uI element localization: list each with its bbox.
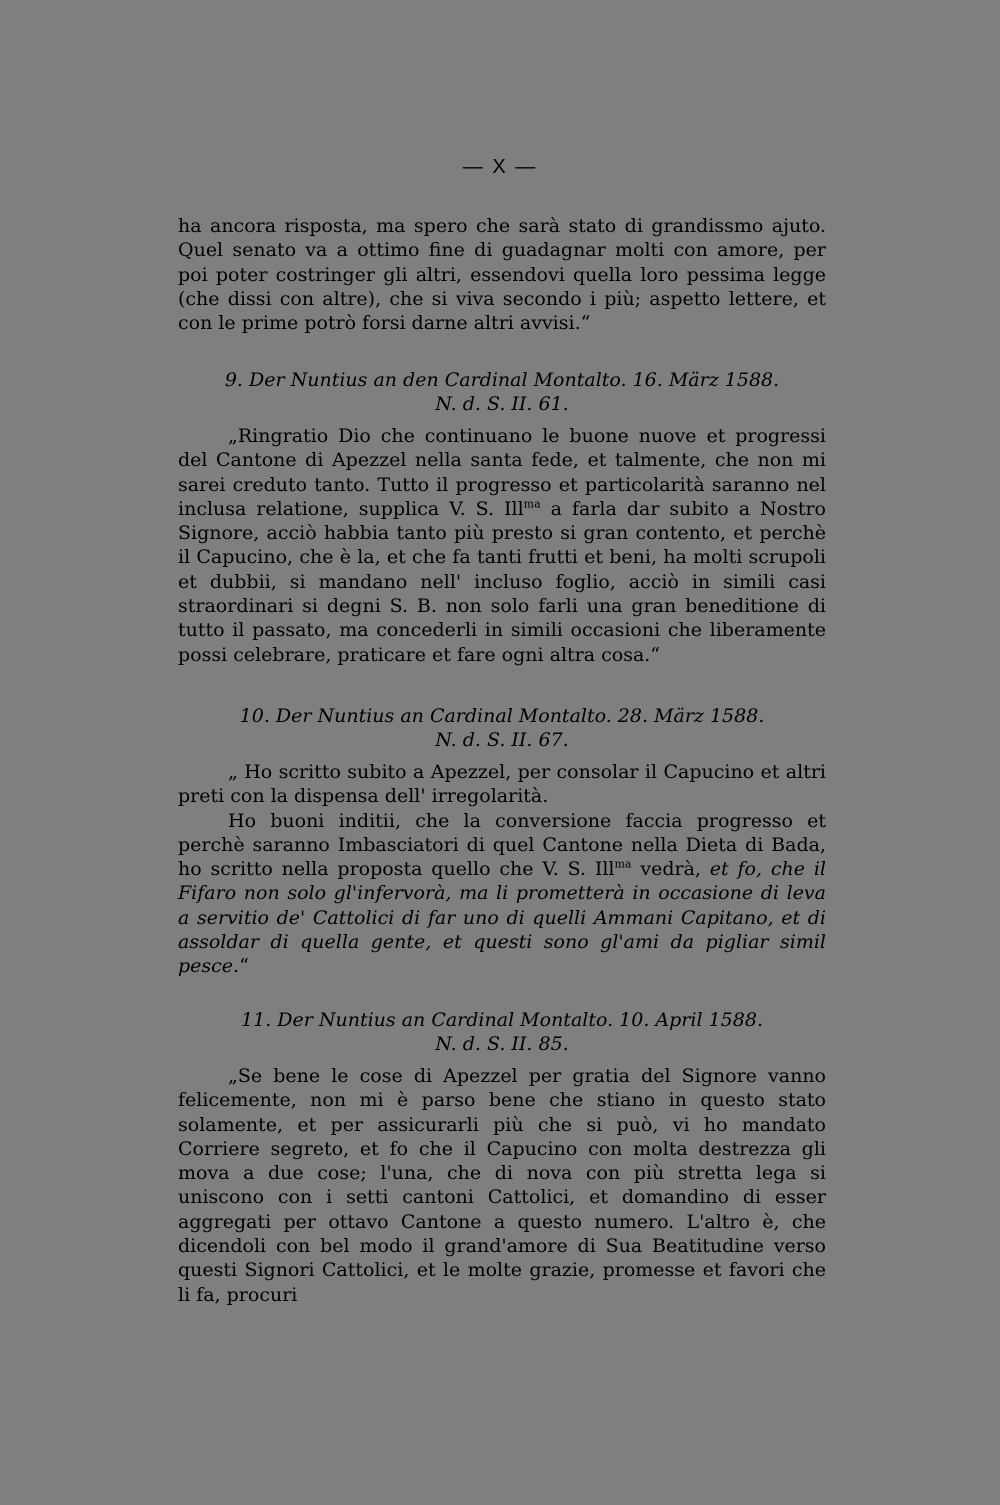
letter-paragraph: „Se bene le cose di Apezzel per gratia del Signore vanno felicemente, non mi è parso bene che stiano in questo stato solamente, et per assicurarli più che si può, vi ho mandato Corriere segreto, et fo che il Capucino con molta destrezza gli mova a due cose; l'una, che di nova con più stretta lega si uniscono con i setti cantoni Cattolici, et domandino di esser aggregati per ottavo Cantone a questo numero. L'altro è, che dicendoli con bel modo il grand'amore di Sua Beatitudine verso questi Signori Cattolici, et le molte grazie, promesse et favori che li fa, procuri bbox=[178, 1065, 826, 1306]
text-run: Ho buoni inditii, che la conversione faccia progresso et perchè saranno Imbasciatori di quel Cantone nella Dieta di Bada, ho scritto nella proposta quello che V. S. Ill bbox=[178, 809, 826, 881]
letter-heading: 10. Der Nuntius an Cardinal Montalto. 28. März 1588. bbox=[239, 705, 765, 727]
page-number-header: — X — bbox=[462, 156, 538, 178]
letter-11 bbox=[178, 1008, 826, 1307]
superscript: ma bbox=[523, 497, 541, 511]
text-run: „Ringratio Dio che continuano le buone nuove et progressi del Cantone di Apezzel nella santa fede, et talmente, che non mi sarei creduto tanto. Tutto il progresso et particolarità saranno nel inclusa relatione, supplica V. S. Ill bbox=[178, 425, 826, 520]
superscript: ma bbox=[614, 857, 632, 871]
letter-heading: 9. Der Nuntius an den Cardinal Montalto. 16. März 1588. bbox=[224, 369, 780, 391]
letter-paragraph: „ Ho scritto subito a Apezzel, per consolar il Capucino et altri preti con la dispensa dell' irregolarità. bbox=[178, 761, 826, 808]
text-run: vedrà, bbox=[631, 858, 710, 881]
intro-paragraph: ha ancora risposta, ma spero che sarà stato di grandissmo ajuto. Quel senato va a ottimo fine di guadagnar molti con amore, per poi poter costringer gli altri, essendovi quella loro pessima legge (che dissi con altre), che si viva secondo i più; aspetto lettere, et con le prime potrò forsi darne altri avvisi.“ bbox=[178, 215, 826, 335]
letter-reference: N. d. S. II. 61. bbox=[435, 393, 569, 415]
italic-text-run: et fo, che il Fifaro non solo gl'infervorà, ma li prometterà in occasione di leva a servitio de' Cattolici di far uno di quelli Ammani Capitano, et di assoldar di quella gente, et questi sono gl'ami da pigliar simil pesce. bbox=[178, 858, 826, 978]
text-run: “ bbox=[239, 955, 249, 978]
letter-paragraph bbox=[178, 809, 826, 979]
letter-heading: 11. Der Nuntius an Cardinal Montalto. 10. April 1588. bbox=[241, 1009, 763, 1031]
text-run: a farla dar subito a Nostro Signore, acciò habbia tanto più presto si gran contento, et perchè il Capucino, che è la, et che fa tanti frutti et beni, ha molti scrupoli et dubbii, si mandano nell' incluso foglio, acciò in simili casi straordinari si degni S. B. non solo farli una gran beneditione di tutto il passato, ma concederli in simili occasioni che liberamente possi celebrare, praticare et fare ogni altra cosa.“ bbox=[178, 497, 826, 666]
letter-10 bbox=[178, 704, 826, 979]
intro-block bbox=[178, 214, 826, 335]
letter-9 bbox=[178, 368, 826, 667]
letter-reference: N. d. S. II. 67. bbox=[435, 729, 569, 751]
letter-paragraph bbox=[178, 424, 826, 667]
letter-reference: N. d. S. II. 85. bbox=[435, 1033, 569, 1055]
